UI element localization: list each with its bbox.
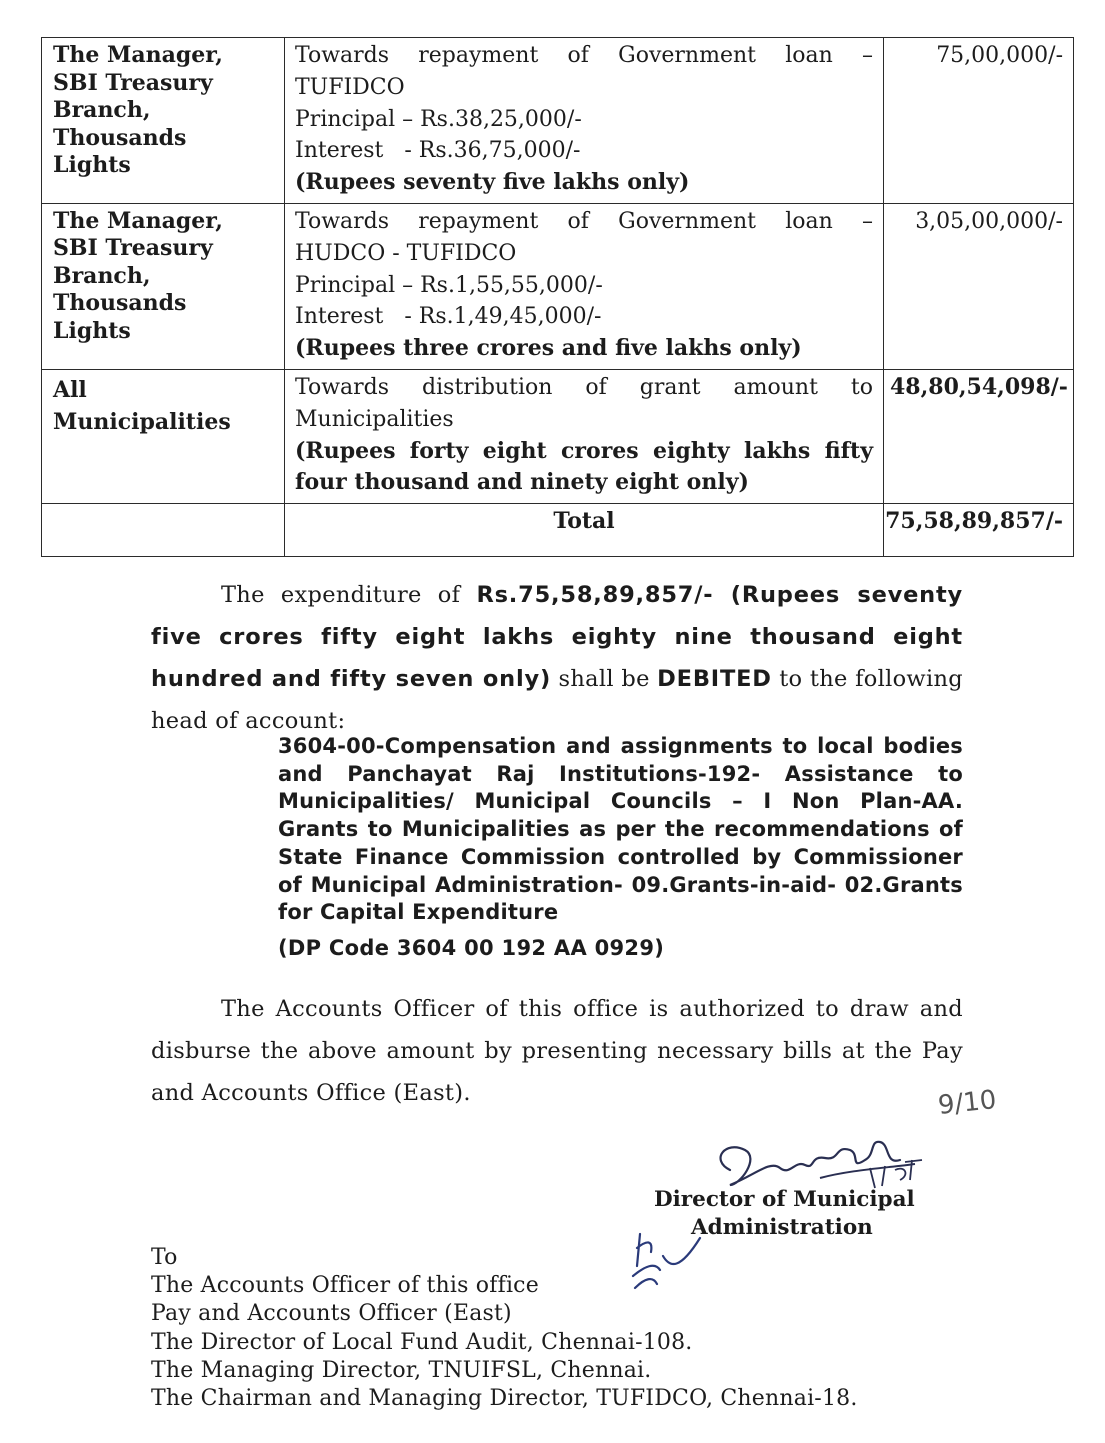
debited-bold: DEBITED	[657, 666, 772, 692]
address-line: The Managing Director, TNUIFSL, Chennai.	[151, 1357, 652, 1383]
amount-in-words: four thousand and ninety eight only)	[295, 469, 749, 496]
interest-text: Interest - Rs.1,49,45,000/-	[295, 304, 602, 330]
address-line: The Director of Local Fund Audit, Chennai-108.	[151, 1329, 693, 1355]
payee-line: Thousands	[53, 124, 187, 151]
text-run: to the following head of account:	[151, 666, 963, 734]
text-run: The expenditure of	[221, 582, 477, 608]
table-row	[42, 203, 1074, 369]
payee-line: The Manager,	[53, 42, 223, 68]
payee-line: Municipalities	[53, 408, 231, 435]
expenditure-paragraph	[151, 574, 963, 742]
payee-line: SBI Treasury	[53, 69, 213, 96]
purpose-lead-tail: HUDCO - TUFIDCO	[295, 240, 517, 266]
table-row	[42, 369, 1074, 503]
address-line: The Accounts Officer of this office	[151, 1273, 539, 1299]
payee-line: Lights	[53, 317, 131, 344]
folio-number: 9/10	[936, 1085, 998, 1121]
text-run: shall be	[551, 666, 658, 692]
purpose-lead-tail: Municipalities	[295, 406, 454, 432]
purpose-lead: Towards repayment of Government loan –	[295, 43, 873, 68]
purpose-cell	[285, 203, 884, 369]
head-of-account: 3604-00-Compensation and assignments to local bodies and Panchayat Raj Institutions-192- Assistance to Municipalities/ Municipal Councils – I Non Plan-AA. Grants to Municipalities as per the recommendations of State Finance Commission controlled by Commissioner of Municipal Administration- 09.Grants-in-aid- 02.Grants for Capital Expenditure	[278, 734, 963, 925]
purpose-lead: Towards repayment of Government loan –	[295, 208, 873, 234]
table-row	[42, 38, 1074, 204]
signatory-title: Director of Municipal	[654, 1187, 915, 1212]
total-row	[42, 504, 1074, 557]
amount-cell: 3,05,00,000/-	[884, 203, 1074, 369]
principal-text: Principal – Rs.38,25,000/-	[295, 106, 582, 132]
payee-line: Lights	[53, 152, 131, 178]
grant-distribution-table	[41, 37, 1074, 557]
payee-line: Branch,	[53, 262, 151, 289]
payee-line: Thousands	[53, 290, 187, 317]
dp-code: (DP Code 3604 00 192 AA 0929)	[278, 936, 665, 960]
total-label: Total	[285, 504, 884, 557]
purpose-cell	[285, 38, 884, 204]
signatory-title: Administration	[691, 1215, 873, 1240]
amount-in-words: (Rupees seventy five lakhs only)	[295, 169, 690, 196]
amount-cell: 75,00,000/-	[884, 38, 1074, 204]
address-to: To	[151, 1245, 178, 1270]
payee-cell	[42, 38, 285, 204]
amount-in-words: (Rupees three crores and five lakhs only)	[295, 335, 802, 362]
payee-line: Branch,	[53, 97, 151, 123]
total-amount: 75,58,89,857/-	[884, 504, 1074, 557]
address-line: Pay and Accounts Officer (East)	[151, 1301, 512, 1327]
address-line: The Chairman and Managing Director, TUFIDCO, Chennai-18.	[151, 1386, 858, 1412]
amount-bold: Rs.75,58,89,857/- (Rupees seventy five crores fifty eight lakhs eighty nine thousand eight hundred and fifty seven only)	[151, 582, 964, 692]
amount-in-words: (Rupees forty eight crores eighty lakhs fifty	[295, 437, 873, 464]
payee-cell	[42, 369, 285, 503]
empty-cell	[42, 504, 285, 557]
purpose-cell	[285, 369, 884, 503]
purpose-lead: Towards distribution of grant amount to	[295, 374, 873, 400]
payee-line: SBI Treasury	[53, 235, 213, 262]
amount-cell: 48,80,54,098/-	[884, 369, 1074, 503]
payee-line: The Manager,	[53, 207, 223, 234]
address-block	[151, 1244, 858, 1413]
purpose-lead-tail: TUFIDCO	[295, 74, 405, 100]
authorization-paragraph: The Accounts Officer of this office is authorized to draw and disburse the above amount by presenting necessary bills at the Pay and Accounts Office (East).	[151, 996, 963, 1106]
payee-cell	[42, 203, 285, 369]
interest-text: Interest - Rs.36,75,000/-	[295, 138, 581, 164]
principal-text: Principal – Rs.1,55,55,000/-	[295, 272, 603, 298]
payee-line: All	[53, 376, 87, 403]
